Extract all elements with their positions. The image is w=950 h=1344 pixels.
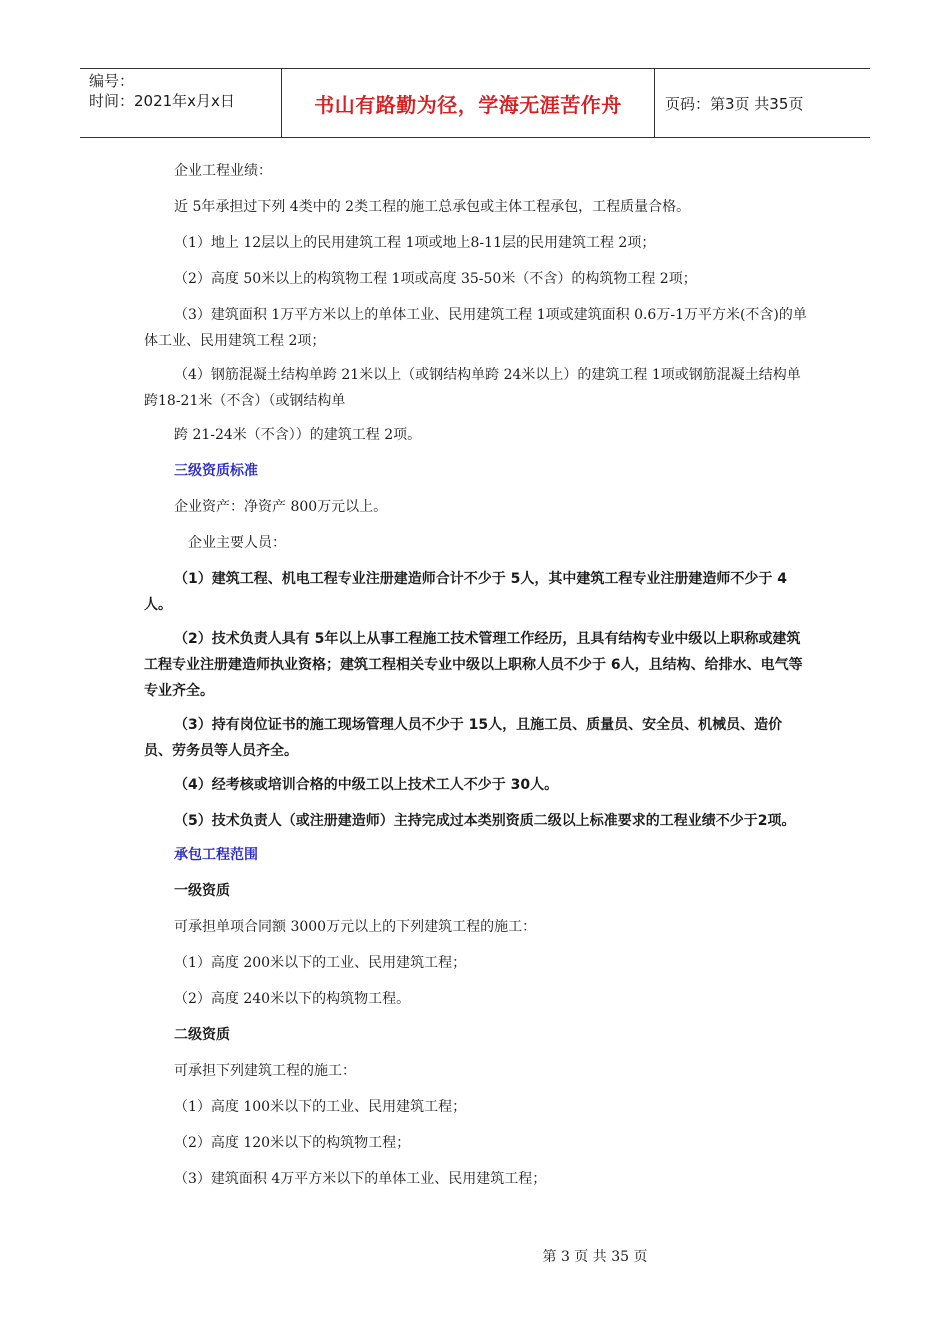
paragraph-item-2: （2）高度 50米以上的构筑物工程 1项或高度 35-50米（不含）的构筑物工程 2项； bbox=[174, 271, 697, 287]
section-heading-scope: 承包工程范围 bbox=[174, 847, 258, 863]
paragraph-grade1-item-2: （2）高度 240米以下的构筑物工程。 bbox=[174, 991, 411, 1007]
paragraph-personnel-1: （1）建筑工程、机电工程专业注册建造师合计不少于 5人，其中建筑工程专业注册建造师不少于 4人。 bbox=[144, 571, 787, 613]
paragraph-item-4: （4）钢筋混凝土结构单跨 21米以上（或钢结构单跨 24米以上）的建筑工程 1项或钢筋混凝土结构单跨18-21米（不含）（或钢结构单 bbox=[144, 367, 801, 409]
paragraph-personnel-label: 企业主要人员： bbox=[188, 535, 286, 551]
paragraph-assets: 企业资产：净资产 800万元以上。 bbox=[174, 499, 388, 515]
paragraph-personnel-2: （2）技术负责人具有 5年以上从事工程施工技术管理工作经历，且具有结构专业中级以上职称或建筑工程专业注册建造师执业资格；建筑工程相关专业中级以上职称人员不少于 6人，且结构、给排水、电气等专业齐全。 bbox=[144, 631, 803, 699]
paragraph-personnel-4: （4）经考核或培训合格的中级工以上技术工人不少于 30人。 bbox=[174, 777, 559, 793]
page-header bbox=[80, 68, 870, 138]
page-footer: 第 3 页 共 35 页 bbox=[542, 1249, 648, 1265]
paragraph-personnel-5: （5）技术负责人（或注册建造师）主持完成过本类别资质二级以上标准要求的工程业绩不少于2项。 bbox=[174, 813, 796, 829]
paragraph-personnel-3: （3）持有岗位证书的施工现场管理人员不少于 15人，且施工员、质量员、安全员、机械员、造价员、劳务员等人员齐全。 bbox=[144, 717, 783, 759]
paragraph-grade2-item-1: （1）高度 100米以下的工业、民用建筑工程； bbox=[174, 1099, 467, 1115]
paragraph-item-1: （1）地上 12层以上的民用建筑工程 1项或地上8-11层的民用建筑工程 2项； bbox=[174, 235, 656, 251]
paragraph-achievements-label: 企业工程业绩： bbox=[174, 163, 272, 179]
paragraph-item-4-cont: 跨 21-24米（不含））的建筑工程 2项。 bbox=[174, 427, 422, 443]
header-page-info: 页码：第3页 共35页 bbox=[665, 94, 804, 113]
header-meta bbox=[80, 69, 282, 137]
paragraph-grade2-intro: 可承担下列建筑工程的施工： bbox=[174, 1063, 356, 1079]
subheading-grade2: 二级资质 bbox=[174, 1027, 230, 1043]
paragraph-item-3: （3）建筑面积 1万平方米以上的单体工业、民用建筑工程 1项或建筑面积 0.6万-1万平方米(不含)的单体工业、民用建筑工程 2项； bbox=[144, 307, 807, 349]
subheading-grade1: 一级资质 bbox=[174, 883, 230, 899]
paragraph-grade1-item-1: （1）高度 200米以下的工业、民用建筑工程； bbox=[174, 955, 467, 971]
paragraph-grade1-intro: 可承担单项合同额 3000万元以上的下列建筑工程的施工： bbox=[174, 919, 537, 935]
number-label: 编号： bbox=[89, 72, 135, 90]
paragraph-grade2-item-2: （2）高度 120米以下的构筑物工程； bbox=[174, 1135, 411, 1151]
document-body bbox=[144, 158, 808, 1202]
paragraph-achievements-intro: 近 5年承担过下列 4类中的 2类工程的施工总承包或主体工程承包，工程质量合格。 bbox=[174, 199, 691, 215]
time-label: 时间：2021年x月x日 bbox=[89, 92, 235, 110]
paragraph-grade2-item-3: （3）建筑面积 4万平方米以下的单体工业、民用建筑工程； bbox=[174, 1171, 547, 1187]
section-heading-grade3: 三级资质标准 bbox=[174, 463, 258, 479]
header-motto: 书山有路勤为径，学海无涯苦作舟 bbox=[282, 69, 655, 137]
